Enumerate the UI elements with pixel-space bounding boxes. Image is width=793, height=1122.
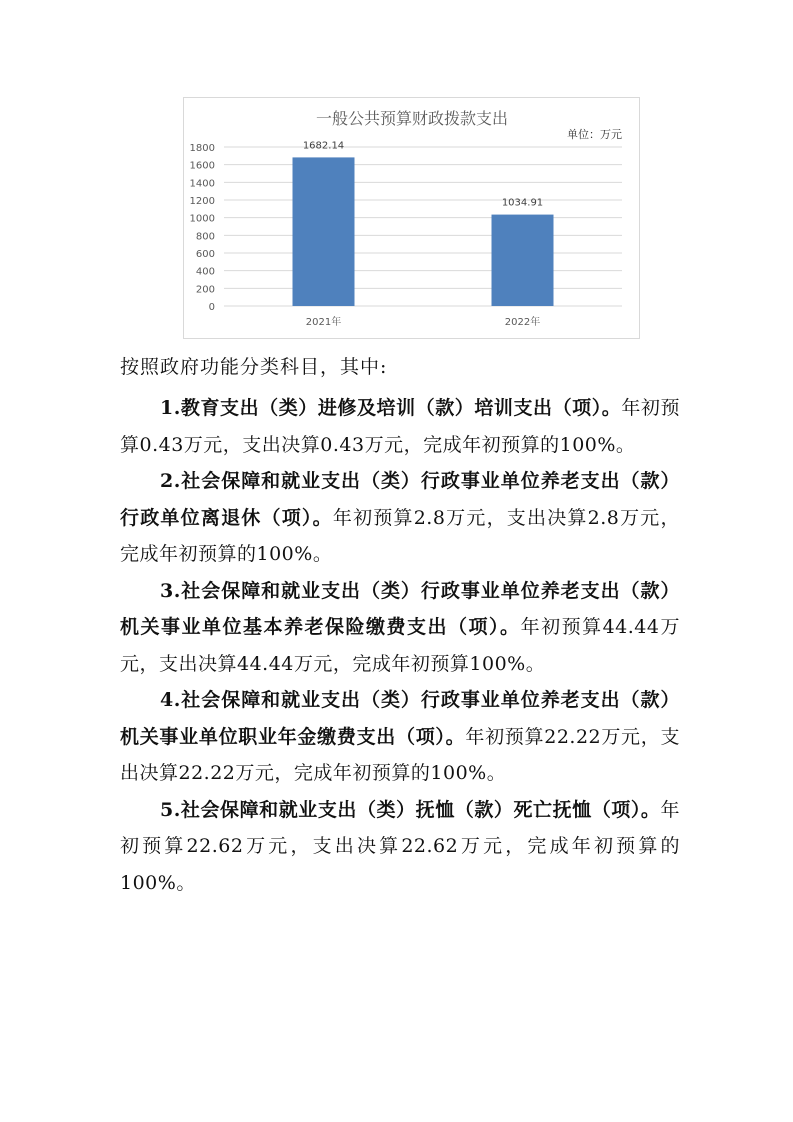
- bar: [492, 215, 554, 306]
- budget-chart: [183, 97, 640, 339]
- budget-item-5: [120, 792, 680, 902]
- budget-item-4: [120, 682, 680, 792]
- chart-unit-label: 单位：万元: [567, 128, 622, 141]
- y-tick-label: 1600: [189, 160, 215, 172]
- item-heading: 1.教育支出（类）进修及培训（款）培训支出（项）。: [160, 397, 622, 419]
- item-body: 年初预算44.44万元，支出决算44.44万元，完成年初预算100%。: [120, 616, 680, 675]
- chart-title: 一般公共预算财政拨款支出: [315, 109, 509, 128]
- y-tick-label: 400: [195, 266, 215, 278]
- y-tick-label: 800: [195, 231, 215, 243]
- budget-item-1: [120, 390, 680, 463]
- item-body: 年初预算0.43万元，支出决算0.43万元，完成年初预算的100%。: [120, 397, 680, 456]
- y-tick-label: 1400: [189, 178, 215, 190]
- x-tick-label: 2021年: [305, 317, 342, 328]
- x-tick-label: 2022年: [504, 317, 541, 328]
- bar: [293, 157, 355, 306]
- y-tick-label: 600: [195, 249, 215, 260]
- item-body: 年初预算2.8万元，支出决算2.8万元，完成年初预算的100%。: [120, 506, 680, 565]
- budget-item-2: [120, 463, 680, 573]
- document-body: [120, 348, 680, 901]
- y-tick-label: 0: [208, 302, 215, 313]
- budget-chart-svg: [184, 98, 639, 338]
- item-heading: 5.社会保障和就业支出（类）抚恤（款）死亡抚恤（项）。: [160, 798, 661, 821]
- y-tick-label: 1200: [189, 196, 215, 207]
- y-tick-label: 1000: [189, 213, 215, 225]
- item-body: 年初预算22.62万元，支出决算22.62万元，完成年初预算的100%。: [120, 798, 680, 894]
- bar-value-label: 1682.14: [302, 140, 345, 152]
- y-tick-label: 200: [195, 284, 215, 296]
- item-heading: 3.社会保障和就业支出（类）行政事业单位养老支出（款） 机关事业单位基本养老保险缴费支出（项）。: [120, 579, 680, 638]
- item-heading: 4.社会保障和就业支出（类）行政事业单位养老支出（款）机关事业单位职业年金缴费支出（项）。: [120, 689, 680, 748]
- budget-item-3: [120, 573, 680, 683]
- item-heading: 2.社会保障和就业支出（类）行政事业单位养老支出（款）行政单位离退休（项）。: [120, 470, 680, 529]
- item-body: 年初预算22.22万元，支出决算22.22万元，完成年初预算的100%。: [120, 725, 680, 784]
- y-tick-label: 1800: [189, 143, 215, 154]
- bar-value-label: 1034.91: [501, 197, 544, 209]
- intro-text: 按照政府功能分类科目，其中:: [120, 356, 388, 378]
